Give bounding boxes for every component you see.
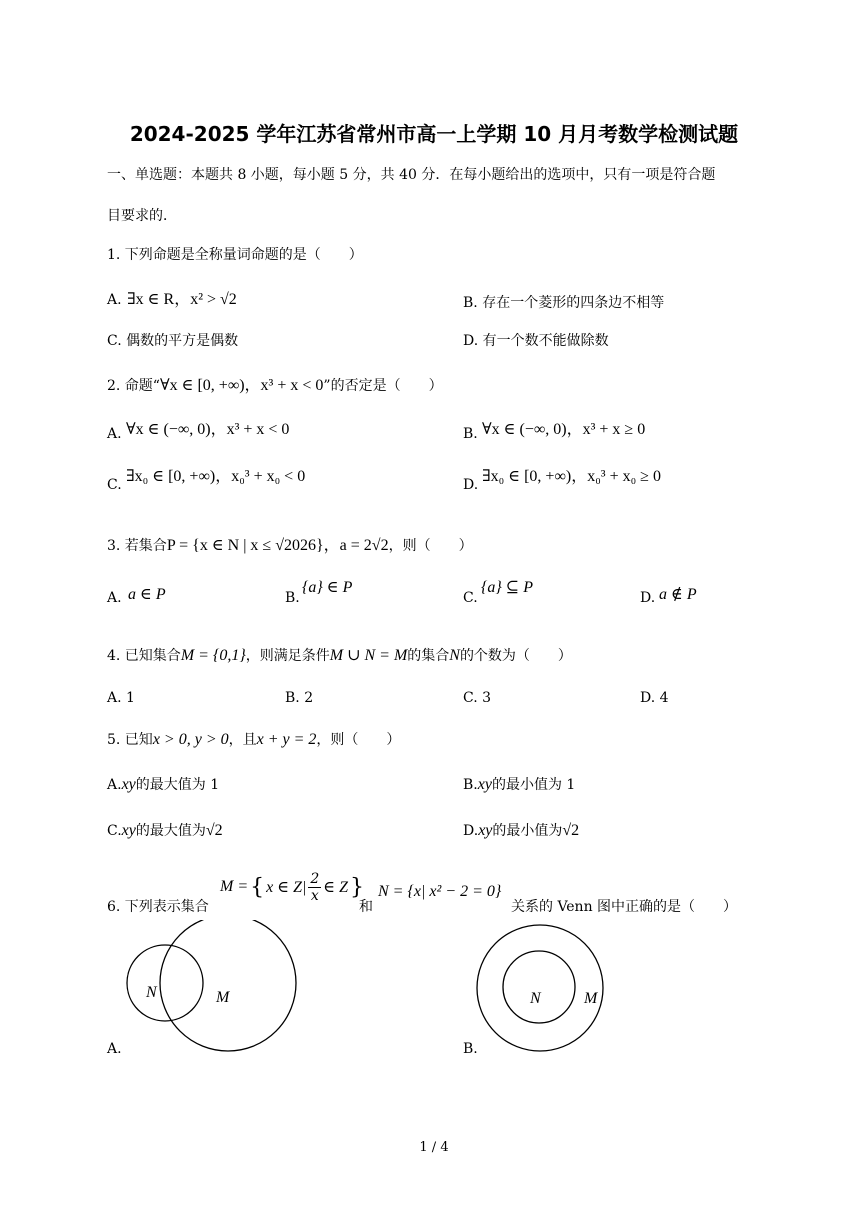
q2-stem-suffix: ”的否定是（ ）: [323, 378, 443, 394]
q6-option-b-label: B.: [463, 1041, 478, 1057]
venn-a-label-n: N: [146, 984, 157, 1001]
q6-set-m-post: ∈ Z: [323, 879, 349, 896]
q1-option-a-label: A.: [107, 292, 122, 308]
q3-option-c-math: {a} ⊆ P: [481, 579, 533, 596]
q5-option-c-label: C.: [107, 823, 122, 839]
q3-stem-prefix: 3. 若集合: [107, 538, 167, 554]
q5-option-a-math: xy: [121, 776, 136, 793]
q5-option-b-math: xy: [477, 776, 492, 793]
q3-option-d-math: a ∉ P: [659, 586, 697, 603]
q4-option-d: D. 4: [640, 690, 669, 706]
q2-stem-math: ∀x ∈ [0, +∞)，x³ + x < 0: [159, 377, 324, 394]
q4-option-b: B. 2: [285, 690, 314, 706]
q6-set-m-right-brace: }: [350, 874, 365, 900]
q4-stem-suffix: 的个数为（ ）: [459, 648, 572, 664]
q5-option-d-math2: √2: [562, 822, 580, 839]
q5-option-d: [463, 820, 579, 840]
q3-stem-math: P = {x ∈ N | x ≤ √2026}，a = 2√2: [166, 537, 389, 554]
q1-option-a-math: ∃x ∈ R，x² > √2: [127, 291, 237, 308]
q5-option-c-math2: √2: [205, 822, 223, 839]
q3-stem-suffix: ，则（ ）: [388, 538, 473, 554]
q6-stem-prefix: 6. 下列表示集合: [107, 899, 209, 915]
venn-diagram-a: [120, 920, 320, 1060]
q6-option-a-label: A.: [107, 1041, 122, 1057]
section-instructions-line1: 一、单选题：本题共 8 小题，每小题 5 分，共 40 分．在每小题给出的选项中，只有一项是符合题: [107, 167, 716, 183]
q1-option-b: B. 存在一个菱形的四条边不相等: [463, 295, 665, 311]
q5-stem-math-condition: x > 0, y > 0: [152, 731, 229, 748]
q5-option-a: [107, 774, 219, 794]
q6-set-m-fraction: [308, 871, 321, 904]
q4-stem-mid: ，则满足条件: [245, 648, 330, 664]
q6-set-m-fraction-denominator: x: [310, 887, 319, 904]
venn-b-circle-n: [503, 951, 575, 1023]
venn-a-circle-m: [160, 920, 296, 1051]
q2-option-a-label: A.: [107, 426, 122, 442]
section-instructions-line2: 目要求的．: [107, 208, 177, 224]
venn-diagram-b: [475, 920, 625, 1060]
q5-option-c-math: xy: [121, 822, 136, 839]
q4-option-a: A. 1: [107, 690, 135, 706]
q2-option-d-label: D.: [463, 477, 479, 493]
q1-option-c: C. 偶数的平方是偶数: [107, 333, 239, 349]
q4-stem-math-m-set: M = {0,1}: [180, 647, 246, 664]
q5-stem-math-sum: x + y = 2: [256, 731, 317, 748]
page-title: 2024-2025 学年江苏省常州市高一上学期 10 月月考数学检测试题: [129, 122, 739, 146]
q2-option-a-math: ∀x ∈ (−∞, 0)，x³ + x < 0: [126, 421, 290, 438]
venn-b-circle-m: [477, 925, 603, 1051]
q5-stem-prefix: 5. 已知: [107, 732, 153, 748]
q4-stem-math-union: M ∪ N = M: [329, 647, 408, 664]
q6-stem-suffix: 关系的 Venn 图中正确的是（ ）: [511, 899, 738, 915]
q3-stem: [107, 532, 473, 555]
q5-option-b-text: 的最小值为 1: [491, 777, 576, 793]
q5-option-d-label: D.: [463, 823, 479, 839]
q6-set-m-fraction-numerator: 2: [310, 870, 320, 887]
q1-option-d: D. 有一个数不能做除数: [463, 333, 609, 349]
q5-option-c-text: 的最大值为: [135, 823, 206, 839]
page-number: 1 / 4: [419, 1140, 449, 1155]
q6-set-m-pre: x ∈ Z|: [266, 879, 307, 896]
q3-option-a-math: a ∈ P: [128, 586, 166, 603]
q2-option-b-label: B.: [463, 426, 478, 442]
q6-set-m-lhs: M =: [220, 878, 249, 895]
venn-a-label-m: M: [216, 989, 230, 1006]
q4-stem: [107, 645, 572, 665]
venn-b-label-m: M: [584, 990, 598, 1007]
q4-option-c: C. 3: [463, 690, 492, 706]
q2-option-d-math: ∃x₀ ∈ [0, +∞)，x₀³ + x₀ ≥ 0: [482, 468, 661, 485]
q3-option-d-label: D.: [640, 590, 656, 606]
q4-stem-prefix: 4. 已知集合: [107, 648, 181, 664]
q5-option-d-math: xy: [478, 822, 493, 839]
q1-stem: 1. 下列命题是全称量词命题的是（ ）: [107, 247, 363, 263]
q2-option-b-math: ∀x ∈ (−∞, 0)，x³ + x ≥ 0: [482, 421, 646, 438]
q3-option-a-label: A.: [107, 590, 122, 606]
q3-option-b-label: B.: [285, 590, 300, 606]
q6-set-m: [220, 862, 364, 912]
q5-option-a-text: 的最大值为 1: [135, 777, 220, 793]
q6-set-m-left-brace: {: [250, 874, 265, 900]
q2-option-c-math: ∃x₀ ∈ [0, +∞)，x₀³ + x₀ < 0: [126, 468, 306, 485]
venn-b-label-n: N: [530, 990, 541, 1007]
q6-and: 和: [359, 899, 373, 915]
q3-option-c-label: C.: [463, 590, 478, 606]
q6-set-n: N = {x| x² − 2 = 0}: [378, 883, 502, 900]
q2-stem: [107, 372, 443, 395]
q5-stem-mid: ，且: [228, 732, 257, 748]
q5-stem: [107, 729, 400, 749]
q4-stem-mid2: 的集合: [407, 648, 450, 664]
q2-stem-prefix: 2. 命题“: [107, 378, 160, 394]
q5-stem-suffix: ，则（ ）: [316, 732, 401, 748]
q4-stem-math-n: N: [449, 647, 460, 664]
q5-option-d-text: 的最小值为: [492, 823, 563, 839]
q3-option-b-math: {a} ∈ P: [302, 579, 353, 596]
q5-option-b: [463, 774, 575, 794]
q5-option-b-label: B.: [463, 777, 478, 793]
q5-option-a-label: A.: [107, 777, 122, 793]
q5-option-c: [107, 820, 223, 840]
q2-option-c-label: C.: [107, 477, 122, 493]
